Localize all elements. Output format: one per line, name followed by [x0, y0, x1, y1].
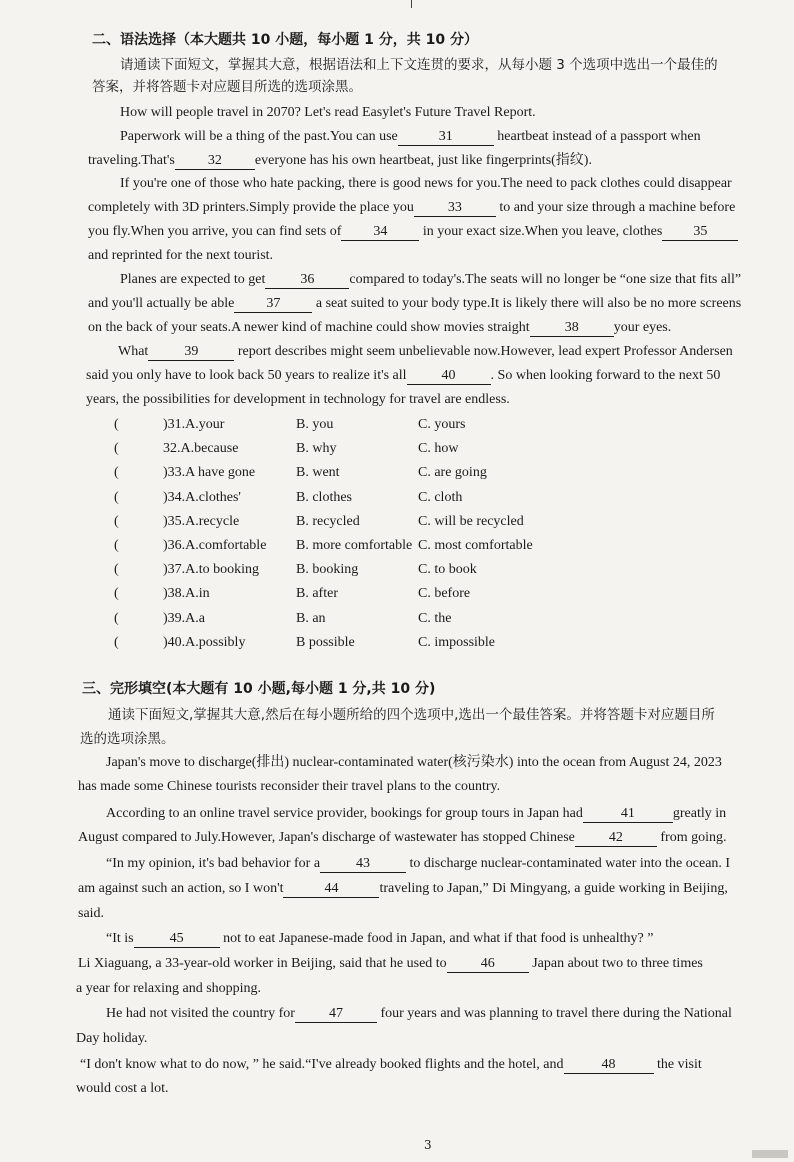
passage-line: Planes are expected to get 36 compared to today's.The seats will no longer be “one size that fits all”	[120, 272, 742, 287]
passage-line: He had not visited the country for 47 four years and was planning to travel there during the National	[106, 1006, 732, 1021]
option-c[interactable]: C. how	[418, 441, 459, 457]
option-c[interactable]: C. cloth	[418, 489, 463, 505]
passage-line: years, the possibilities for development in technology for travel are endless.	[86, 392, 510, 407]
option-b[interactable]: B. after	[296, 586, 338, 602]
option-a[interactable]: )37.A.to booking	[163, 562, 260, 578]
option-a[interactable]: )34.A.clothes'	[163, 489, 241, 505]
option-b[interactable]: B. an	[296, 610, 326, 626]
blank-31[interactable]: 31	[398, 129, 494, 146]
passage-line: you fly.When you arrive, you can find sets of 34 in your exact size.When you leave, clothes 35	[88, 223, 738, 241]
option-c[interactable]: C. are going	[418, 465, 487, 481]
passage-line: on the back of your seats.A newer kind of machine could show movies straight 38 your eyes.	[88, 320, 672, 335]
option-b[interactable]: B. you	[296, 417, 334, 432]
blank-41[interactable]: 41	[583, 806, 673, 823]
blank-43[interactable]: 43	[320, 856, 406, 873]
blank-48[interactable]: 48	[564, 1057, 654, 1074]
answer-bracket[interactable]: (	[114, 562, 119, 578]
answer-bracket[interactable]: (	[114, 538, 119, 553]
passage-line: and reprinted for the next tourist.	[88, 248, 274, 263]
passage-line: Paperwork will be a thing of the past.You can use 31 heartbeat instead of a passport when	[120, 129, 701, 144]
answer-bracket[interactable]: (	[114, 417, 119, 432]
section3-instruction: 通读下面短文,掌握其大意,然后在每小题所给的四个选项中,选出一个最佳答案。并将答题卡对应题目所	[108, 707, 715, 723]
passage-line: completely with 3D printers.Simply provide the place you 33 to and your size through a machine before	[88, 200, 736, 215]
option-b[interactable]: B. booking	[296, 562, 359, 578]
watermark-logo	[752, 1150, 788, 1158]
option-a[interactable]: )35.A.recycle	[163, 513, 240, 529]
answer-bracket[interactable]: (	[114, 634, 119, 650]
blank-47[interactable]: 47	[295, 1006, 377, 1023]
answer-bracket[interactable]: (	[114, 610, 119, 626]
option-c[interactable]: C. most comfortable	[418, 538, 533, 553]
section2-instruction: 请通读下面短文，掌握其大意，根据语法和上下文连贯的要求，从每小题 3 个选项中选出一个最佳的	[120, 57, 718, 73]
option-a[interactable]: )39.A.a	[163, 610, 205, 626]
blank-38[interactable]: 38	[530, 320, 614, 337]
blank-32[interactable]: 32	[175, 153, 255, 170]
passage-line: According to an online travel service provider, bookings for group tours in Japan had 41 greatly in	[106, 806, 727, 821]
scan-mark	[411, 0, 412, 8]
option-b[interactable]: B. why	[296, 441, 337, 457]
option-a[interactable]: )40.A.possibly	[163, 634, 246, 650]
passage-line: Day holiday.	[76, 1031, 148, 1046]
blank-35[interactable]: 35	[662, 224, 738, 241]
option-c[interactable]: C. to book	[418, 562, 477, 578]
passage-line: What 39 report describes might seem unbelievable now.However, lead expert Professor Andersen	[118, 344, 733, 359]
answer-bracket[interactable]: (	[114, 441, 119, 457]
passage-intro: How will people travel in 2070? Let's read Easylet's Future Travel Report.	[120, 105, 536, 120]
option-b[interactable]: B. recycled	[296, 513, 360, 529]
option-c[interactable]: C. before	[418, 586, 471, 602]
blank-37[interactable]: 37	[234, 296, 312, 313]
option-b[interactable]: B. clothes	[296, 489, 352, 505]
passage-line: If you're one of those who hate packing, there is good news for you.The need to pack clothes could disappear	[120, 176, 732, 191]
section2-instruction-cont: 答案，并将答题卡对应题目所选的选项涂黑。	[92, 79, 362, 95]
section3-heading: 三、完形填空(本大题有 10 小题,每小题 1 分,共 10 分)	[82, 681, 436, 697]
passage-line: am against such an action, so I won't 44 traveling to Japan,” Di Mingyang, a guide working in Beijing,	[78, 881, 728, 896]
passage-line: Japan's move to discharge(排出) nuclear-contaminated water(核污染水) into the ocean from August 24, 2023	[106, 755, 722, 770]
blank-46[interactable]: 46	[447, 956, 529, 973]
option-a[interactable]: )38.A.in	[163, 586, 210, 602]
option-c[interactable]: C. yours	[418, 417, 466, 432]
option-a[interactable]: )33.A have gone	[163, 465, 256, 481]
option-c[interactable]: C. the	[418, 610, 452, 626]
option-b[interactable]: B possible	[296, 634, 355, 650]
blank-34[interactable]: 34	[341, 224, 419, 241]
option-b[interactable]: B. more comfortable	[296, 538, 413, 553]
passage-line: Li Xiaguang, a 33-year-old worker in Beijing, said that he used to 46 Japan about two to three times	[78, 956, 703, 971]
blank-45[interactable]: 45	[134, 931, 220, 948]
option-a[interactable]: 32.A.because	[163, 441, 239, 457]
passage-line: would cost a lot.	[76, 1081, 169, 1096]
blank-39[interactable]: 39	[148, 344, 234, 361]
blank-36[interactable]: 36	[265, 272, 349, 289]
passage-line: “I don't know what to do now, ” he said.“I've already booked flights and the hotel, and 48 the visit	[80, 1057, 702, 1072]
passage-line: said you only have to look back 50 years to realize it's all 40 . So when looking forward to the next 50	[86, 368, 721, 383]
page-number: 3	[424, 1138, 432, 1152]
blank-44[interactable]: 44	[283, 881, 379, 898]
blank-33[interactable]: 33	[414, 200, 496, 217]
option-c[interactable]: C. impossible	[418, 634, 496, 650]
answer-bracket[interactable]: (	[114, 465, 119, 481]
section2-heading: 二、语法选择（本大题共 10 小题，每小题 1 分，共 10 分）	[92, 32, 478, 48]
option-a[interactable]: )36.A.comfortable	[163, 538, 267, 553]
blank-40[interactable]: 40	[407, 368, 491, 385]
passage-line: “In my opinion, it's bad behavior for a 43 to discharge nuclear-contaminated water into the ocean. I	[106, 856, 731, 871]
answer-bracket[interactable]: (	[114, 489, 119, 505]
passage-line: said.	[78, 906, 105, 921]
passage-line: a year for relaxing and shopping.	[76, 981, 262, 996]
passage-line: and you'll actually be able 37 a seat suited to your body type.It is likely there will also be no more screens	[88, 296, 742, 311]
section3-instruction-cont: 选的选项涂黑。	[80, 731, 175, 747]
passage-line: has made some Chinese tourists reconsider their travel plans to the country.	[78, 779, 501, 794]
passage-line: August compared to July.However, Japan's discharge of wastewater has stopped Chinese 42 from going.	[78, 830, 727, 845]
option-a[interactable]: )31.A.your	[163, 417, 225, 432]
passage-line: traveling.That's 32 everyone has his own heartbeat, just like fingerprints(指纹).	[88, 153, 592, 168]
answer-bracket[interactable]: (	[114, 586, 119, 602]
blank-42[interactable]: 42	[575, 830, 657, 847]
option-b[interactable]: B. went	[296, 465, 340, 481]
passage-line: “It is 45 not to eat Japanese-made food in Japan, and what if that food is unhealthy? ”	[106, 931, 654, 946]
option-c[interactable]: C. will be recycled	[418, 513, 524, 529]
answer-bracket[interactable]: (	[114, 513, 119, 529]
